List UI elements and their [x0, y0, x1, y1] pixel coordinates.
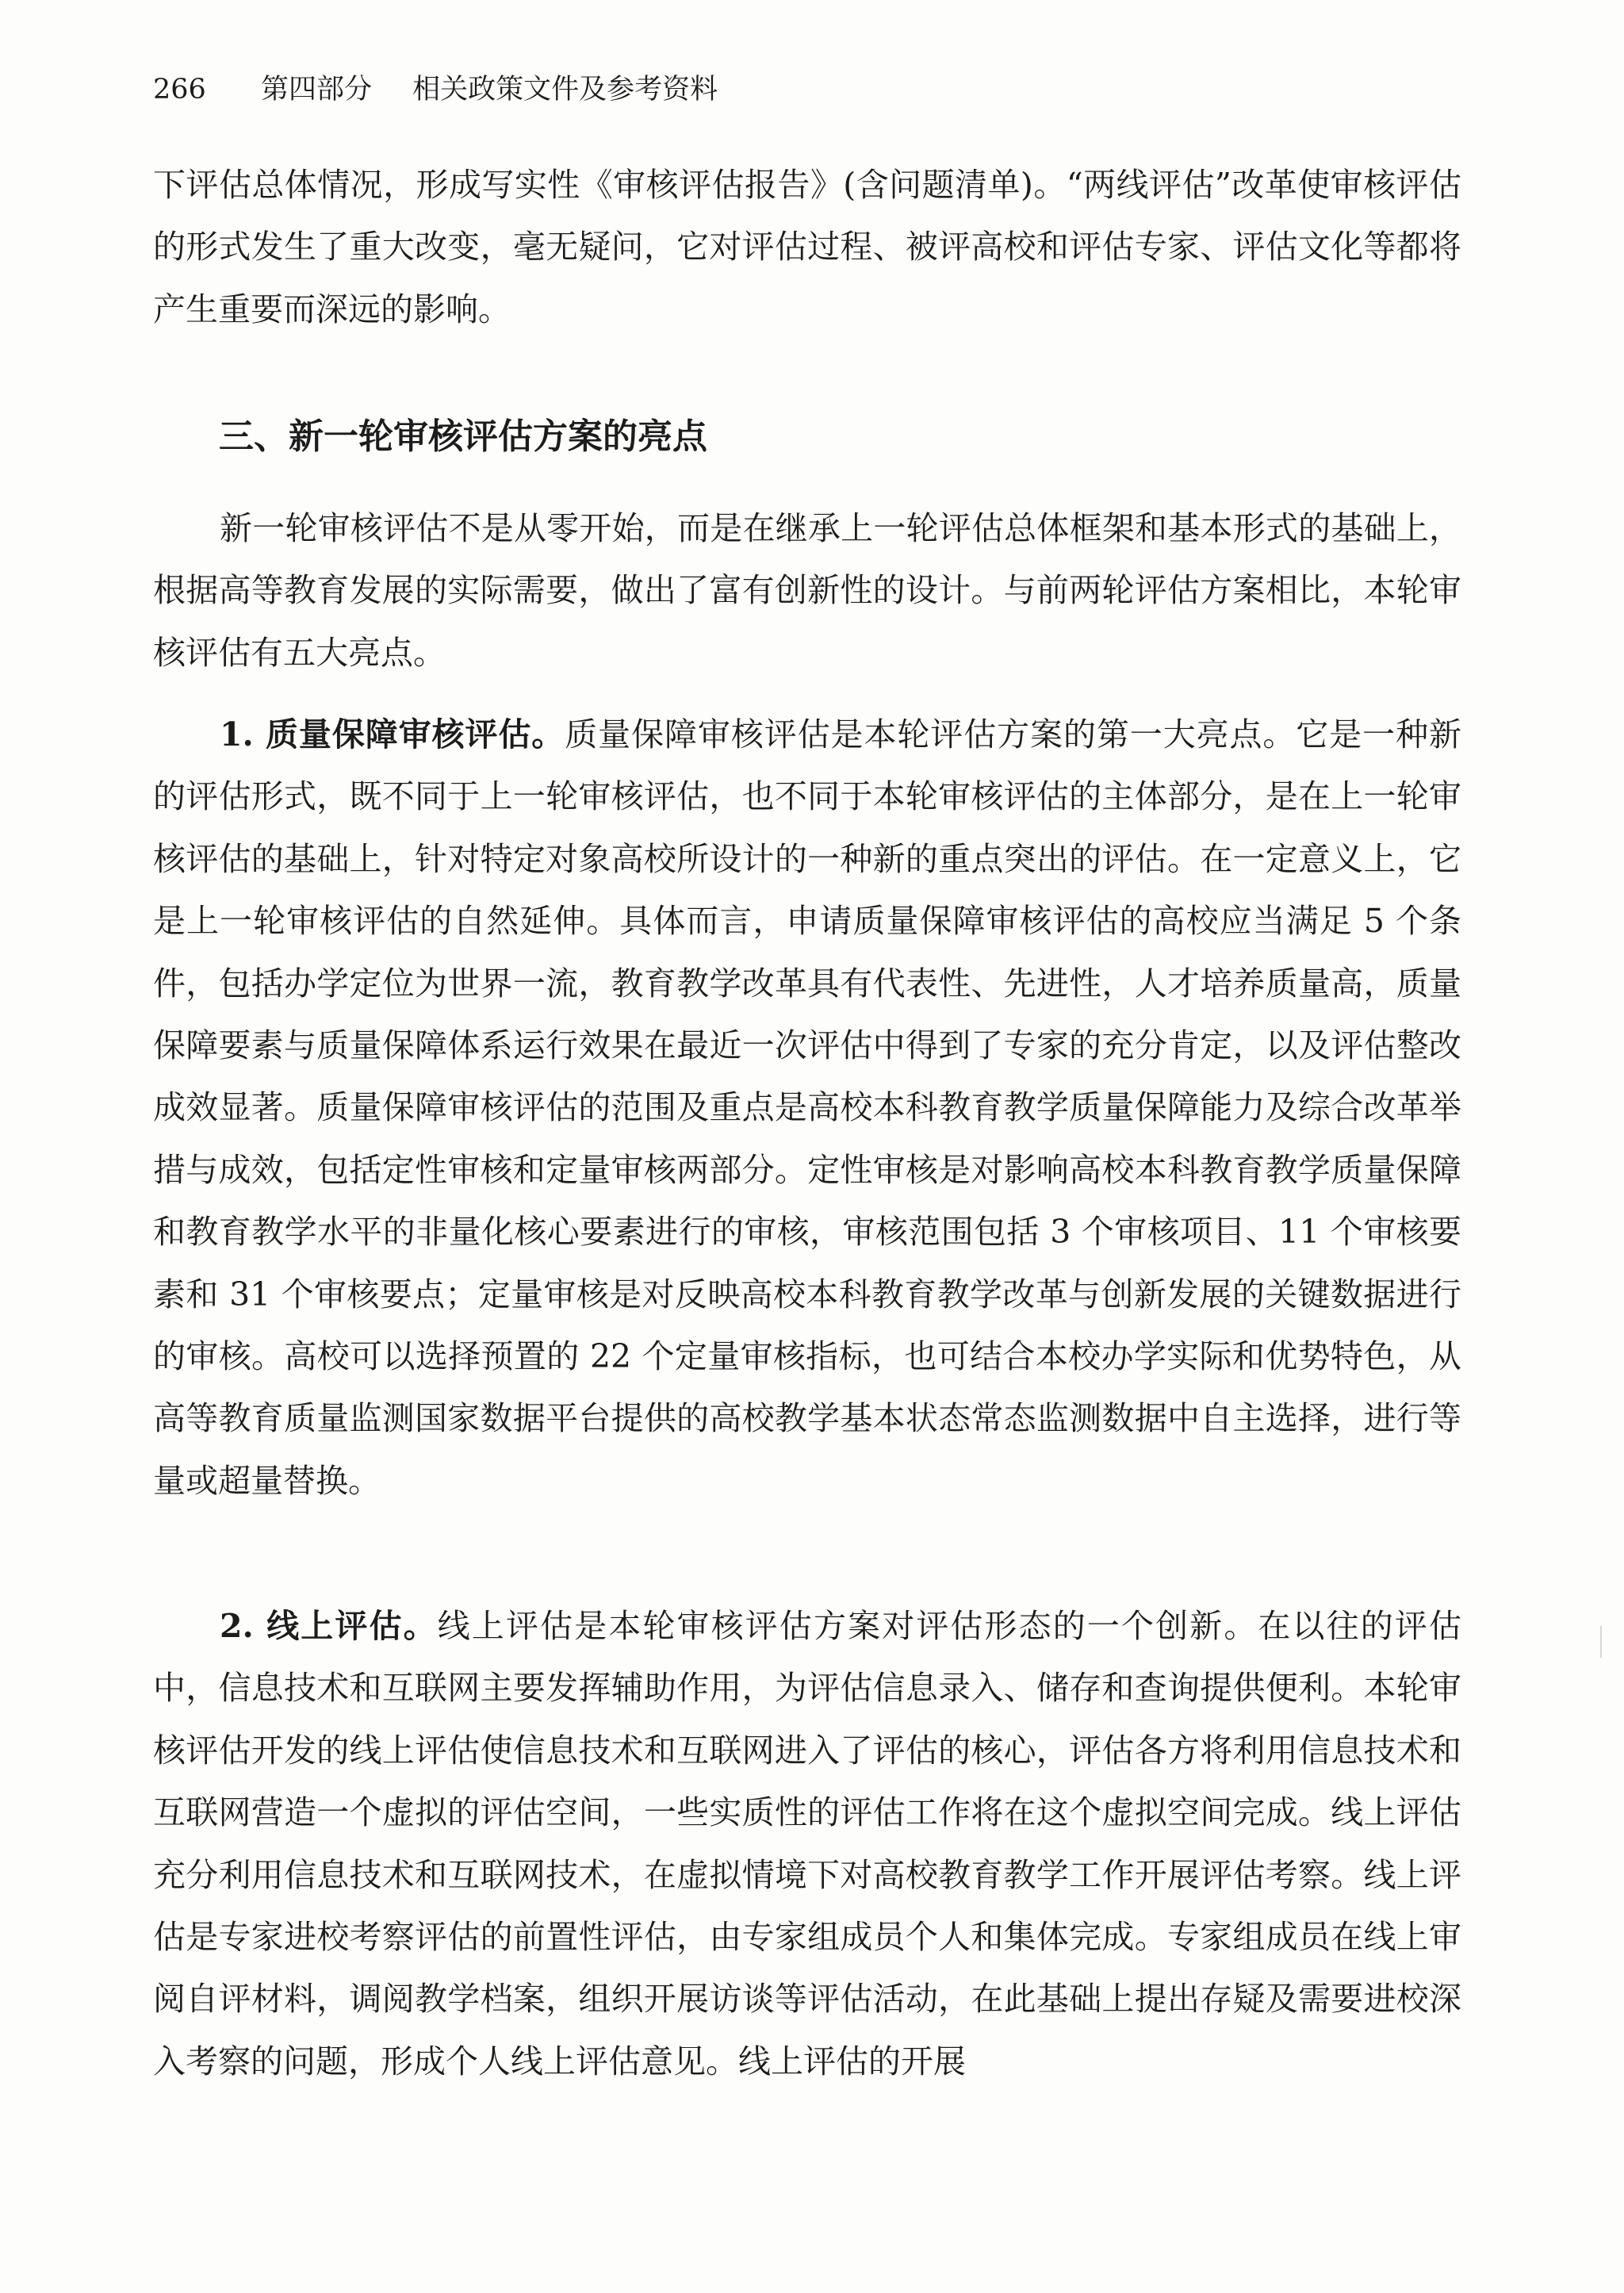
item-body: 线上评估是本轮审核评估方案对评估形态的一个创新。在以往的评估中，信息技术和互联网主要发挥辅助作用，为评估信息录入、储存和查询提供便利。本轮审核评估开发的线上评估使信息技术和互联网进入了评估的核心，评估各方将利用信息技术和互联网营造一个虚拟的评估空间，一些实质性的评估工作将在这个虚拟空间完成。线上评估充分利用信息技术和互联网技术，在虚拟情境下对高校教育教学工作开展评估考察。线上评估是专家进校考察评估的前置性评估，由专家组成员个人和集体完成。专家组成员在线上审阅自评材料，调阅教学档案，组织开展访谈等评估活动，在此基础上提出存疑及需要进校深入考察的问题，形成个人线上评估意见。线上评估的开展 [153, 1607, 1461, 2080]
section-intro-paragraph: 新一轮审核评估不是从零开始，而是在继承上一轮评估总体框架和基本形式的基础上，根据高等教育发展的实际需要，做出了富有创新性的设计。与前两轮评估方案相比，本轮审核评估有五大亮点。 [153, 509, 1461, 672]
item-paragraph-quality-assurance [153, 704, 1461, 1512]
item-body: 质量保障审核评估是本轮评估方案的第一大亮点。它是一种新的评估形式，既不同于上一轮审核评估，也不同于本轮审核评估的主体部分，是在上一轮审核评估的基础上，针对特定对象高校所设计的一种新的重点突出的评估。在一定意义上，它是上一轮审核评估的自然延伸。具体而言，申请质量保障审核评估的高校应当满足 5 个条件，包括办学定位为世界一流，教育教学改革具有代表性、先进性，人才培养质量高，质量保障要素与质量保障体系运行效果在最近一次评估中得到了专家的充分肯定，以及评估整改成效显著。质量保障审核评估的范围及重点是高校本科教育教学质量保障能力及综合改革举措与成效，包括定性审核和定量审核两部分。定性审核是对影响高校本科教育教学质量保障和教育教学水平的非量化核心要素进行的审核，审核范围包括 3 个审核项目、11 个审核要素和 31 个审核要点；定量审核是对反映高校本科教育教学改革与创新发展的关键数据进行的审核。高校可以选择预置的 22 个定量审核指标，也可结合本校办学实际和优势特色，从高等教育质量监测国家数据平台提供的高校教学基本状态常态监测数据中自主选择，进行等量或超量替换。 [153, 715, 1462, 1500]
section-heading: 三、新一轮审核评估方案的亮点 [219, 416, 707, 457]
header-part-label: 第四部分 [260, 74, 372, 105]
item-lead: 1. 质量保障审核评估。 [220, 715, 565, 753]
header-title: 相关政策文件及参考资料 [412, 74, 718, 105]
item-paragraph-online-evaluation [153, 1595, 1461, 2092]
scan-margin-mark [1600, 1626, 1602, 1658]
item-lead: 2. 线上评估。 [220, 1607, 438, 1645]
page-number: 266 [153, 74, 206, 105]
running-header [153, 70, 718, 109]
continuation-paragraph: 下评估总体情况，形成写实性《审核评估报告》(含问题清单)。“两线评估”改革使审核评估的形式发生了重大改变，毫无疑问，它对评估过程、被评高校和评估专家、评估文化等都将产生重要而深远的影响。 [153, 166, 1461, 328]
